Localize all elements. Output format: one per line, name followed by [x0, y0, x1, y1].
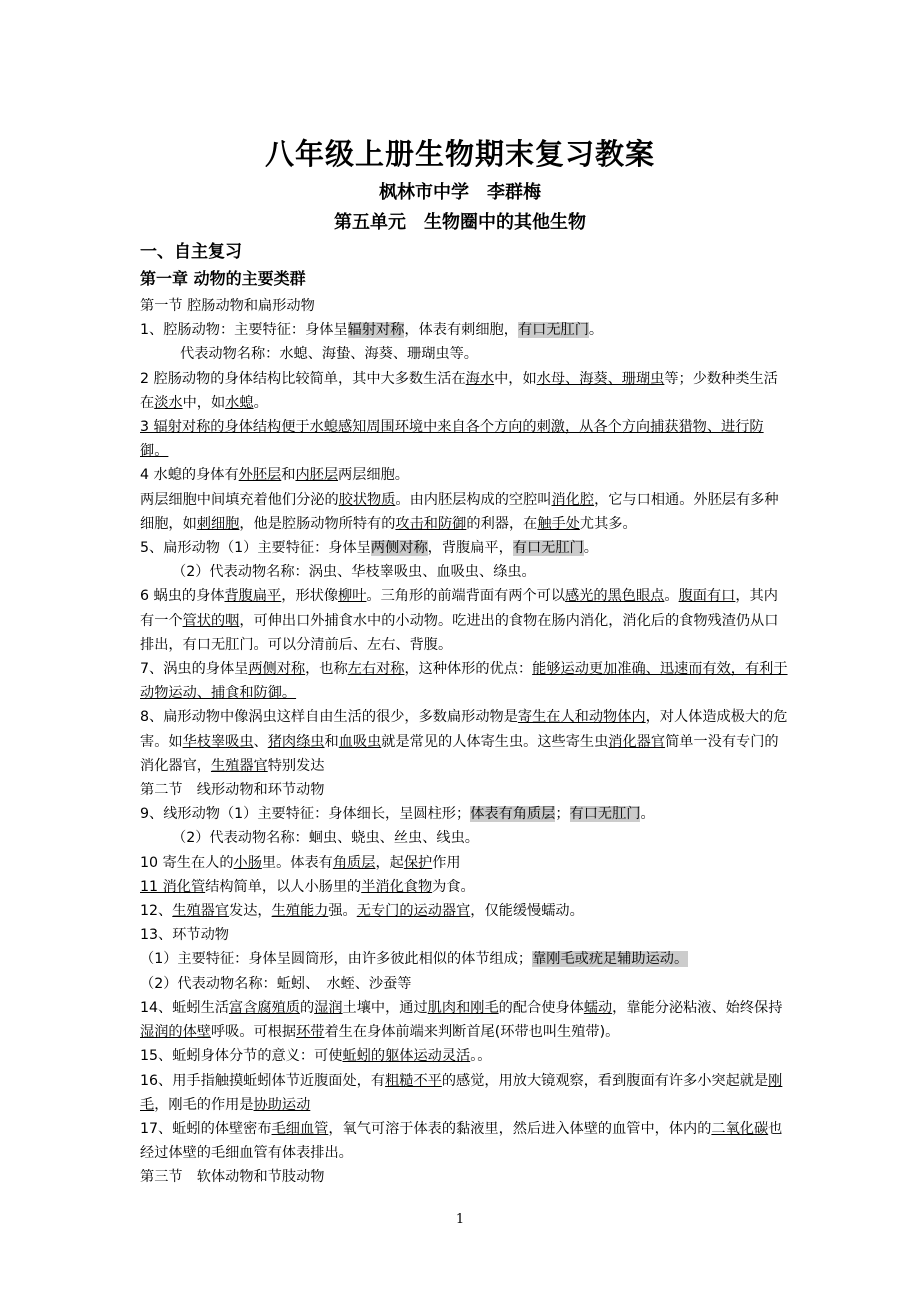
page-number: 1: [455, 1212, 465, 1227]
paragraph: 14、蚯蚓生活富含腐殖质的湿润土壤中，通过肌肉和刚毛的配合使身体蠕动，靠能分泌粘液、始终保持湿润的体壁呼吸。可根据环带着生在身体前端来判断首尾(环带也叫生殖带)。: [140, 999, 783, 1041]
paragraph: 代表动物名称：水螅、海蛰、海葵、珊瑚虫等。: [180, 346, 478, 363]
paragraph: 9、线形动物（1）主要特征：身体细长，呈圆柱形；体表有角质层；有口无肛门。: [140, 806, 655, 823]
section-title: 第一节 腔肠动物和扁形动物: [140, 298, 315, 314]
author-line: 枫林市中学 李群梅: [379, 182, 541, 203]
paragraph: 11 消化管结构简单，以人小肠里的半消化食物为食。: [140, 878, 475, 895]
paragraph: 15、蚯蚓身体分节的意义：可使蚯蚓的躯体运动灵活。。: [140, 1048, 492, 1065]
paragraph: 4 水螅的身体有外胚层和内胚层两层细胞。: [140, 467, 409, 484]
document-title: 八年级上册生物期末复习教案: [264, 137, 655, 171]
paragraph: 2 腔肠动物的身体结构比较简单，其中大多数生活在海水中，如水母、海葵、珊瑚虫等；少数种类生活在淡水中，如水螅。: [140, 370, 778, 411]
document-body: [140, 294, 790, 1190]
paragraph: 6 蜗虫的身体背腹扁平，形状像柳叶。三角形的前端背面有两个可以感光的黑色眼点。腹面有口，其内有一个管状的咽，可伸出口外捕食水中的小动物。吃进出的食物在肠内消化，消化后的食物残渣仍从口排出，有口无肛门。可以分清前后、左右、背腹。: [140, 588, 779, 653]
paragraph: 13、环节动物: [140, 927, 229, 944]
paragraph: 10 寄生在人的小肠里。体表有角质层，起保护作用: [140, 854, 461, 871]
unit-heading: 第五单元 生物圈中的其他生物: [334, 212, 586, 233]
paragraph: （2）代表动物名称：蛔虫、蛲虫、丝虫、线虫。: [172, 830, 479, 847]
section-title: 第三节 软体动物和节肢动物: [140, 1169, 325, 1186]
paragraph: 16、用手指触摸蚯蚓体节近腹面处，有粗糙不平的感觉，用放大镜观察，看到腹面有许多小突起就是刚毛，刚毛的作用是协助运动: [140, 1072, 783, 1113]
paragraph: 5、扁形动物（1）主要特征：身体呈两侧对称，背腹扁平，有口无肛门。: [140, 540, 598, 557]
paragraph: 17、蚯蚓的体壁密布毛细血管，氧气可溶于体表的黏液里，然后进入体壁的血管中，体内的二氧化碳也经过体壁的毛细血管有体表排出。: [140, 1120, 783, 1162]
paragraph: （2）代表动物名称：涡虫、华枝睾吸虫、血吸虫、绦虫。: [172, 564, 536, 581]
paragraph: 8、扁形动物中像涡虫这样自由生活的很少，多数扁形动物是寄生在人和动物体内，对人体造成极大的危害。如华枝睾吸虫、猪肉绦虫和血吸虫就是常见的人体寄生虫。这些寄生虫消化器官简单一没有专门的消化器官，生殖器官特别发达: [140, 709, 788, 774]
paragraph: 1、腔肠动物：主要特征：身体呈辐射对称，体表有刺细胞，有口无肛门。: [140, 322, 604, 339]
chapter-heading: 第一章 动物的主要类群: [140, 269, 306, 288]
section-title: 第二节 线形动物和环节动物: [140, 782, 325, 799]
section-heading: 一、自主复习: [140, 242, 242, 262]
paragraph: 12、生殖器官发达，生殖能力强。无专门的运动器官，仅能缓慢蠕动。: [140, 903, 584, 920]
paragraph: （1）主要特征：身体呈圆筒形，由许多彼此相似的体节组成；靠刚毛或疣足辅助运动。: [140, 951, 689, 968]
paragraph: 3 辐射对称的身体结构便于水螅感知周围环境中来自各个方向的刺激，从各个方向捕获猎物、进行防御。: [140, 419, 764, 460]
paragraph: 7、涡虫的身体呈两侧对称，也称左右对称，这种体形的优点：能够运动更加准确、迅速而有效，有利于动物运动、捕食和防御。: [140, 661, 788, 702]
paragraph: （2）代表动物名称：蚯蚓、 水蛭、沙蚕等: [140, 975, 412, 992]
paragraph: 两层细胞中间填充着他们分泌的胶状物质。由内胚层构成的空腔叫消化腔，它与口相通。外胚层有多种细胞，如刺细胞，他是腔肠动物所特有的攻击和防御的利器，在触手处尤其多。: [140, 491, 779, 532]
